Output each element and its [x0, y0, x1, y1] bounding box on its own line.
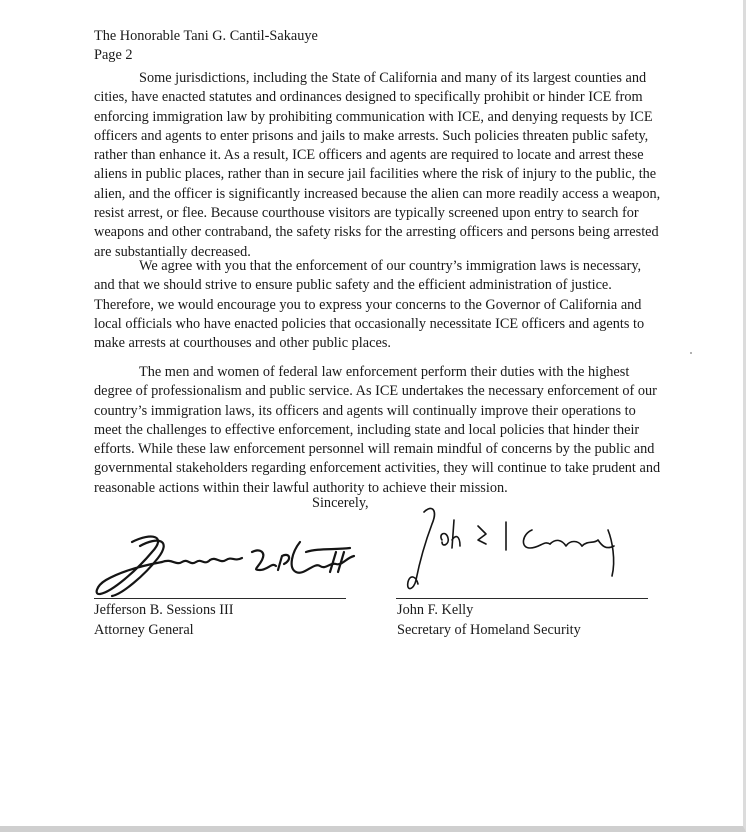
page-number: Page 2 [94, 47, 133, 63]
signatory-title: Secretary of Homeland Security [397, 622, 581, 638]
signature-sessions [92, 522, 360, 600]
paragraph-jurisdictions: Some jurisdictions, including the State of California and many of its largest counties and cities, have enacted statutes and ordinances designed to specifically prohibit or hinder ICE from enforcing immigration law by prohibiting communication with ICE, and denying requests by ICE officers and agents to enter prisons and jails to make arrests. Such policies threaten public safety, rather than enhance it. As a result, ICE officers and agents are required to locate and arrest these aliens in public places, rather than in secure jail facilities where the risk of injury to the public, the alien, and the officer is significantly increased because the alien can more readily access a weapon, resist arrest, or flee. Because courthouse visitors are typically screened upon entry to search for weapons and other contraband, the safety risks for the arresting officers and persons being arrested are substantially decreased. [94, 70, 661, 260]
closing-salutation: Sincerely, [312, 495, 369, 511]
signature-line-sessions [94, 598, 346, 599]
signatory-sessions [94, 600, 234, 640]
letter-header [94, 27, 318, 65]
signatory-kelly [397, 600, 581, 640]
signature-line-kelly [396, 598, 648, 599]
signatory-name: Jefferson B. Sessions III [94, 602, 234, 618]
signatory-title: Attorney General [94, 622, 194, 638]
paragraph-law-enforcement: The men and women of federal law enforcement perform their duties with the highest degree of professionalism and public service. As ICE undertakes the necessary enforcement of our country’s immigration laws, its officers and agents will continually improve their operations to meet the challenges to effective enforcement, including state and local policies that hinder their efforts. While these law enforcement personnel will remain mindful of concerns by the public and governmental stakeholders regarding enforcement activities, they will continue to take prudent and reasonable actions within their lawful authority to achieve their mission. [94, 364, 661, 496]
signature-kelly [402, 500, 642, 600]
signatory-name: John F. Kelly [397, 602, 474, 618]
recipient-line: The Honorable Tani G. Cantil-Sakauye [94, 28, 318, 44]
paragraph-agreement: We agree with you that the enforcement of our country’s immigration laws is necessary, and that we should strive to ensure public safety and the efficient administration of justice. Therefore, we would encourage you to express your concerns to the Governor of California and local officials who have enacted policies that occasionally necessitate ICE officers and agents to make arrests at courthouses and other public places. [94, 258, 645, 352]
scan-speck [690, 352, 692, 354]
